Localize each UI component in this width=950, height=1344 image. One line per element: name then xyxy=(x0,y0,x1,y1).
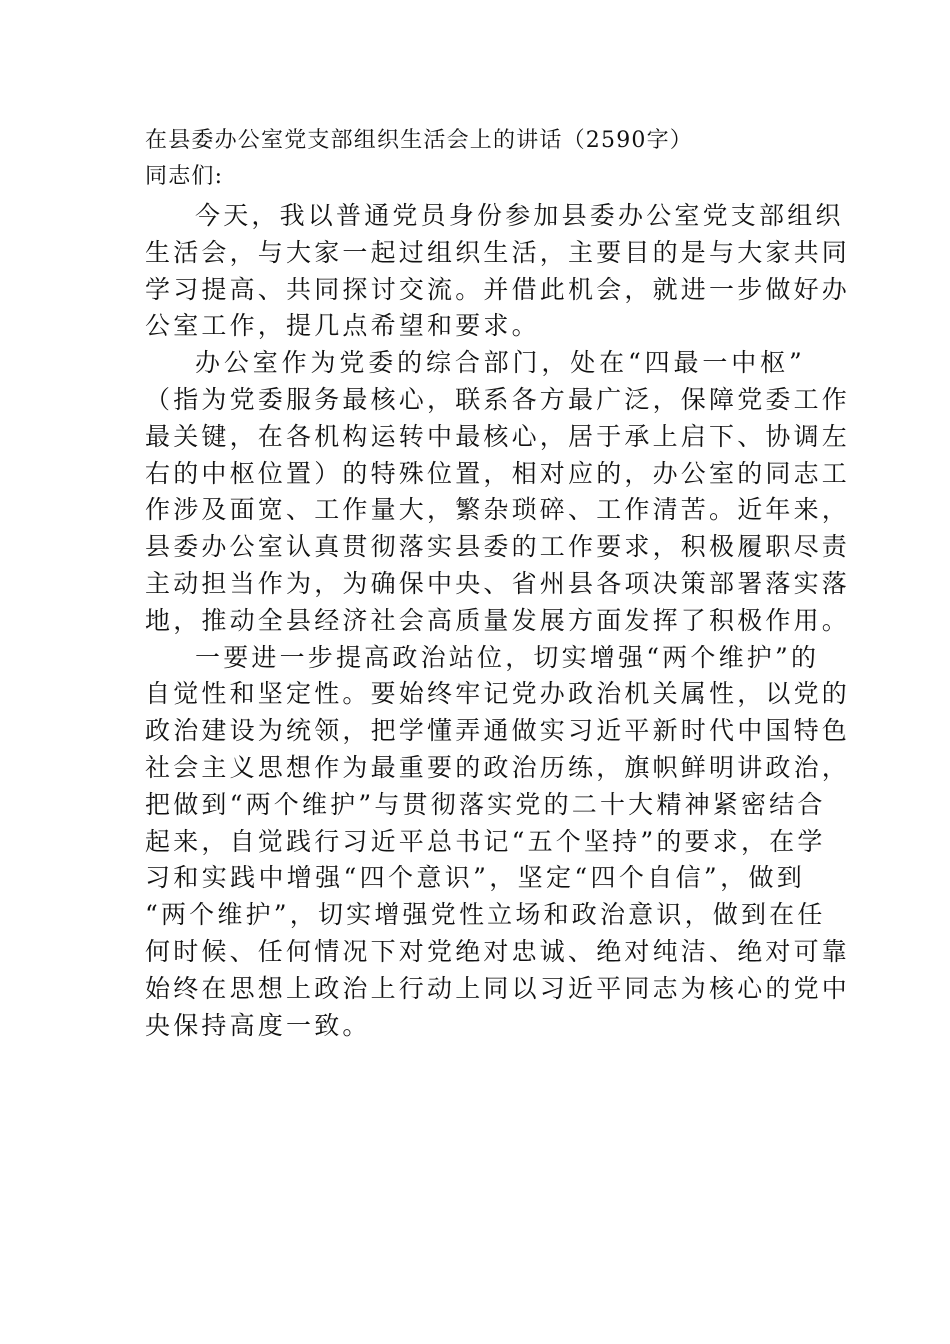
paragraph-line: 作涉及面宽、工作量大，繁杂琐碎、工作清苦。近年来， xyxy=(145,495,851,525)
paragraph-line: 右的中枢位置）的特殊位置，相对应的，办公室的同志工 xyxy=(145,458,851,488)
paragraph-line: 生活会，与大家一起过组织生活，主要目的是与大家共同 xyxy=(145,237,851,267)
paragraph-line: 起来，自觉践行习近平总书记“五个坚持”的要求，在学 xyxy=(145,826,826,856)
document-page xyxy=(145,123,851,1044)
paragraph-line: “两个维护”，切实增强党性立场和政治意识，做到在任 xyxy=(145,900,826,930)
paragraph-line: 县委办公室认真贯彻落实县委的工作要求，积极履职尽责 xyxy=(145,532,851,562)
paragraph-line: 何时候、任何情况下对党绝对忠诚、绝对纯洁、绝对可靠 xyxy=(145,936,851,966)
paragraph-line: （指为党委服务最核心，联系各方最广泛，保障党委工作 xyxy=(145,384,851,414)
paragraph-line: 央保持高度一致。 xyxy=(145,1010,371,1040)
paragraph-office-role xyxy=(145,345,851,639)
paragraph-line: 公室工作，提几点希望和要求。 xyxy=(145,311,540,341)
paragraph-line: 办公室作为党委的综合部门，处在“四最一中枢” xyxy=(195,348,805,378)
paragraph-political-stance xyxy=(145,640,851,1045)
paragraph-line: 始终在思想上政治上行动上同以习近平同志为核心的党中 xyxy=(145,973,851,1003)
paragraph-line: 最关键，在各机构运转中最核心，居于承上启下、协调左 xyxy=(145,421,851,451)
paragraph-opening xyxy=(145,198,851,345)
paragraph-line: 主动担当作为，为确保中央、省州县各项决策部署落实落 xyxy=(145,568,851,598)
paragraph-line: 政治建设为统领，把学懂弄通做实习近平新时代中国特色 xyxy=(145,716,851,746)
document-title: 在县委办公室党支部组织生活会上的讲话（2590字） xyxy=(145,128,693,153)
paragraph-line: 习和实践中增强“四个意识”，坚定“四个自信”，做到 xyxy=(145,863,805,893)
paragraph-line: 学习提高、共同探讨交流。并借此机会，就进一步做好办 xyxy=(145,274,851,304)
paragraph-line: 今天，我以普通党员身份参加县委办公室党支部组织 xyxy=(195,201,844,230)
paragraph-line: 一要进一步提高政治站位，切实增强“两个维护”的 xyxy=(195,642,820,672)
paragraph-line: 自觉性和坚定性。要始终牢记党办政治机关属性，以党的 xyxy=(145,679,851,709)
paragraph-line: 把做到“两个维护”与贯彻落实党的二十大精神紧密结合 xyxy=(145,789,826,819)
paragraph-line: 地，推动全县经济社会高质量发展方面发挥了积极作用。 xyxy=(145,605,851,635)
paragraph-line: 社会主义思想作为最重要的政治历练，旗帜鲜明讲政治， xyxy=(145,752,851,782)
greeting: 同志们: xyxy=(145,164,224,189)
